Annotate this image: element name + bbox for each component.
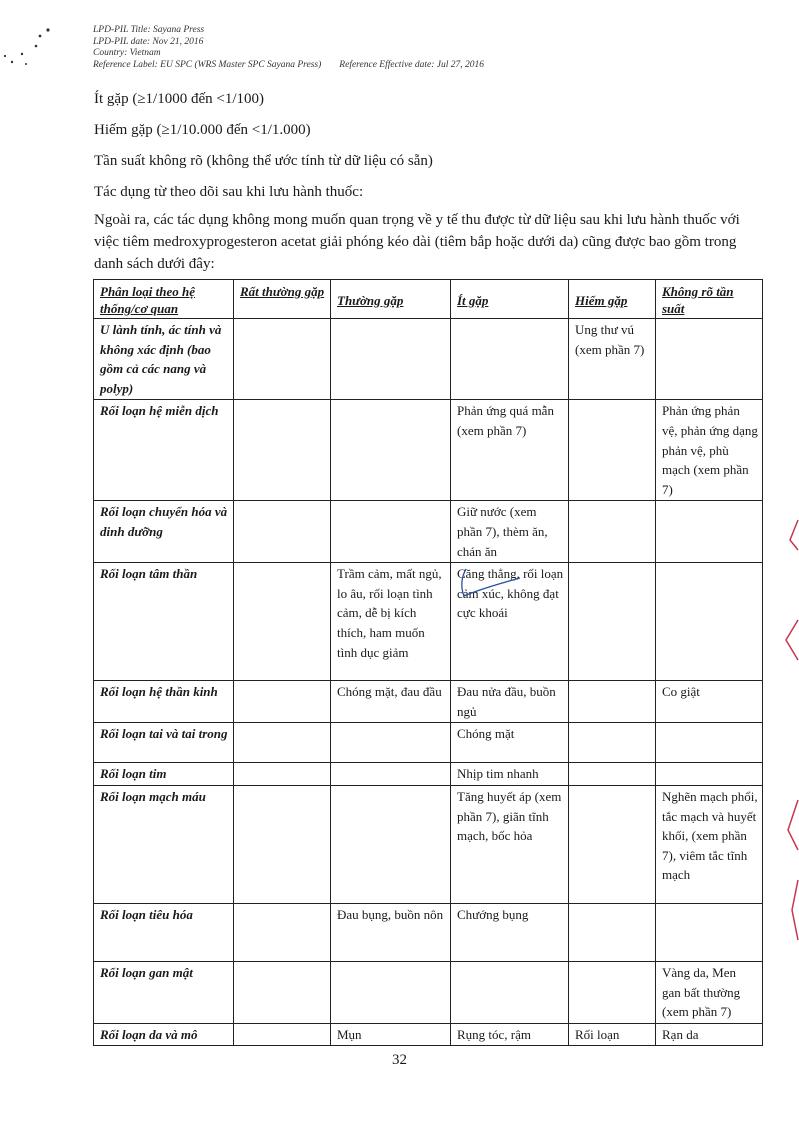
table-cell: Chóng mặt [451, 723, 569, 763]
table-cell: Phản ứng phản vệ, phản ứng dạng phản vệ, phù mạch (xem phần 7) [656, 400, 763, 501]
organ-class-cell: Rối loạn tai và tai trong [94, 723, 234, 763]
table-cell: Vàng da, Men gan bất thường (xem phần 7) [656, 961, 763, 1023]
header-uncommon: Ít gặp [451, 280, 569, 319]
table-cell [331, 400, 451, 501]
organ-class-cell: Rối loạn chuyển hóa và dinh dưỡng [94, 501, 234, 563]
table-row [94, 903, 763, 961]
table-cell: Giữ nước (xem phần 7), thèm ăn, chán ăn [451, 501, 569, 563]
table-cell [234, 785, 331, 903]
scan-dots-mark [0, 18, 60, 78]
table-cell: Trầm cảm, mất ngủ, lo âu, rối loạn tình cảm, dễ bị kích thích, ham muốn tình dục giảm [331, 563, 451, 681]
table-cell [656, 319, 763, 400]
table-cell [331, 501, 451, 563]
table-cell: Rụng tóc, rậm [451, 1023, 569, 1046]
table-cell [451, 319, 569, 400]
table-cell [234, 903, 331, 961]
table-cell: Rạn da [656, 1023, 763, 1046]
table-cell [331, 319, 451, 400]
table-cell [234, 961, 331, 1023]
table-row [94, 681, 763, 723]
header-reference-line [93, 60, 484, 72]
header-rare: Hiếm gặp [569, 280, 656, 319]
table-row [94, 763, 763, 786]
table-cell [234, 681, 331, 723]
table-cell: Chóng mặt, đau đầu [331, 681, 451, 723]
header-reference-effective-date: Reference Effective date: Jul 27, 2016 [339, 59, 485, 70]
table-cell [656, 501, 763, 563]
table-cell: Đau nửa đầu, buồn ngủ [451, 681, 569, 723]
table-cell: Tăng huyết áp (xem phần 7), giãn tĩnh mạch, bốc hỏa [451, 785, 569, 903]
header-organ-class: Phân loại theo hệ thống/cơ quan [94, 280, 234, 319]
page-edge-mark [768, 500, 799, 960]
page-number: 32 [392, 1052, 407, 1068]
table-row [94, 563, 763, 681]
frequency-uncommon: Ít gặp (≥1/1000 đến <1/100) [94, 91, 264, 107]
table-cell: Đau bụng, buồn nôn [331, 903, 451, 961]
table-cell [234, 563, 331, 681]
organ-class-cell: Rối loạn hệ thần kinh [94, 681, 234, 723]
table-cell [234, 400, 331, 501]
header-very-common: Rất thường gặp [234, 280, 331, 319]
table-row [94, 723, 763, 763]
adverse-effects-table [93, 279, 763, 1046]
header-reference-label: Reference Label: EU SPC (WRS Master SPC Sayana Press) [93, 59, 322, 70]
header-common: Thường gặp [331, 280, 451, 319]
table-cell [569, 763, 656, 786]
table-cell [234, 1023, 331, 1046]
table-cell [234, 501, 331, 563]
organ-class-cell: Rối loạn da và mô [94, 1023, 234, 1046]
header-date: LPD-PIL date: Nov 21, 2016 [93, 36, 204, 47]
table-cell [234, 723, 331, 763]
table-cell [331, 961, 451, 1023]
organ-class-cell: Rối loạn mạch máu [94, 785, 234, 903]
table-row [94, 785, 763, 903]
table-cell [656, 763, 763, 786]
table-row [94, 961, 763, 1023]
table-row [94, 319, 763, 400]
organ-class-cell: Rối loạn gan mật [94, 961, 234, 1023]
table-cell: Nhịp tim nhanh [451, 763, 569, 786]
table-cell [569, 681, 656, 723]
table-cell [656, 903, 763, 961]
table-cell: Mụn [331, 1023, 451, 1046]
table-cell [569, 903, 656, 961]
table-cell: Ung thư vú (xem phần 7) [569, 319, 656, 400]
postmarketing-heading: Tác dụng từ theo dõi sau khi lưu hành thuốc: [94, 184, 364, 200]
table-cell [569, 785, 656, 903]
table-cell [331, 723, 451, 763]
document-header [93, 25, 484, 71]
table-cell [234, 319, 331, 400]
table-cell: Căng thẳng, rối loạn cảm xúc, không đạt cực khoái [451, 563, 569, 681]
table-header-row [94, 280, 763, 319]
table-cell [656, 723, 763, 763]
table-cell [569, 563, 656, 681]
organ-class-cell: Rối loạn tâm thần [94, 563, 234, 681]
table-cell [451, 961, 569, 1023]
table-cell [569, 723, 656, 763]
organ-class-cell: Rối loạn tiêu hóa [94, 903, 234, 961]
header-title: LPD-PIL Title: Sayana Press [93, 25, 205, 35]
table-row [94, 1023, 763, 1046]
table-cell [569, 400, 656, 501]
header-unknown: Không rõ tần suất [656, 280, 763, 319]
frequency-unknown: Tần suất không rõ (không thể ước tính từ dữ liệu có sẵn) [94, 153, 433, 169]
frequency-rare: Hiếm gặp (≥1/10.000 đến <1/1.000) [94, 122, 311, 138]
table-cell: Nghẽn mạch phổi, tắc mạch và huyết khối, (xem phần 7), viêm tắc tĩnh mạch [656, 785, 763, 903]
table-row [94, 400, 763, 501]
table-cell [234, 763, 331, 786]
table-cell: Rối loạn [569, 1023, 656, 1046]
header-country: Country: Vietnam [93, 48, 161, 58]
organ-class-cell: U lành tính, ác tính và không xác định (bao gồm cả các nang và polyp) [94, 319, 234, 400]
table-cell [656, 563, 763, 681]
table-cell: Phản ứng quá mẫn (xem phần 7) [451, 400, 569, 501]
table-cell: Chướng bụng [451, 903, 569, 961]
table-row [94, 501, 763, 563]
postmarketing-body: Ngoài ra, các tác dụng không mong muốn quan trọng về y tế thu được từ dữ liệu sau khi lưu hành thuốc với việc tiêm medroxyprogesteron acetat giải phóng kéo dài (tiêm bắp hoặc dưới da) cũng được bao gồm trong danh sách dưới đây: [94, 212, 740, 272]
organ-class-cell: Rối loạn hệ miễn dịch [94, 400, 234, 501]
organ-class-cell: Rối loạn tim [94, 763, 234, 786]
table-cell [569, 961, 656, 1023]
table-cell [331, 785, 451, 903]
table-cell: Co giật [656, 681, 763, 723]
table-cell [569, 501, 656, 563]
table-cell [331, 763, 451, 786]
pen-annotation-mark [458, 566, 538, 606]
